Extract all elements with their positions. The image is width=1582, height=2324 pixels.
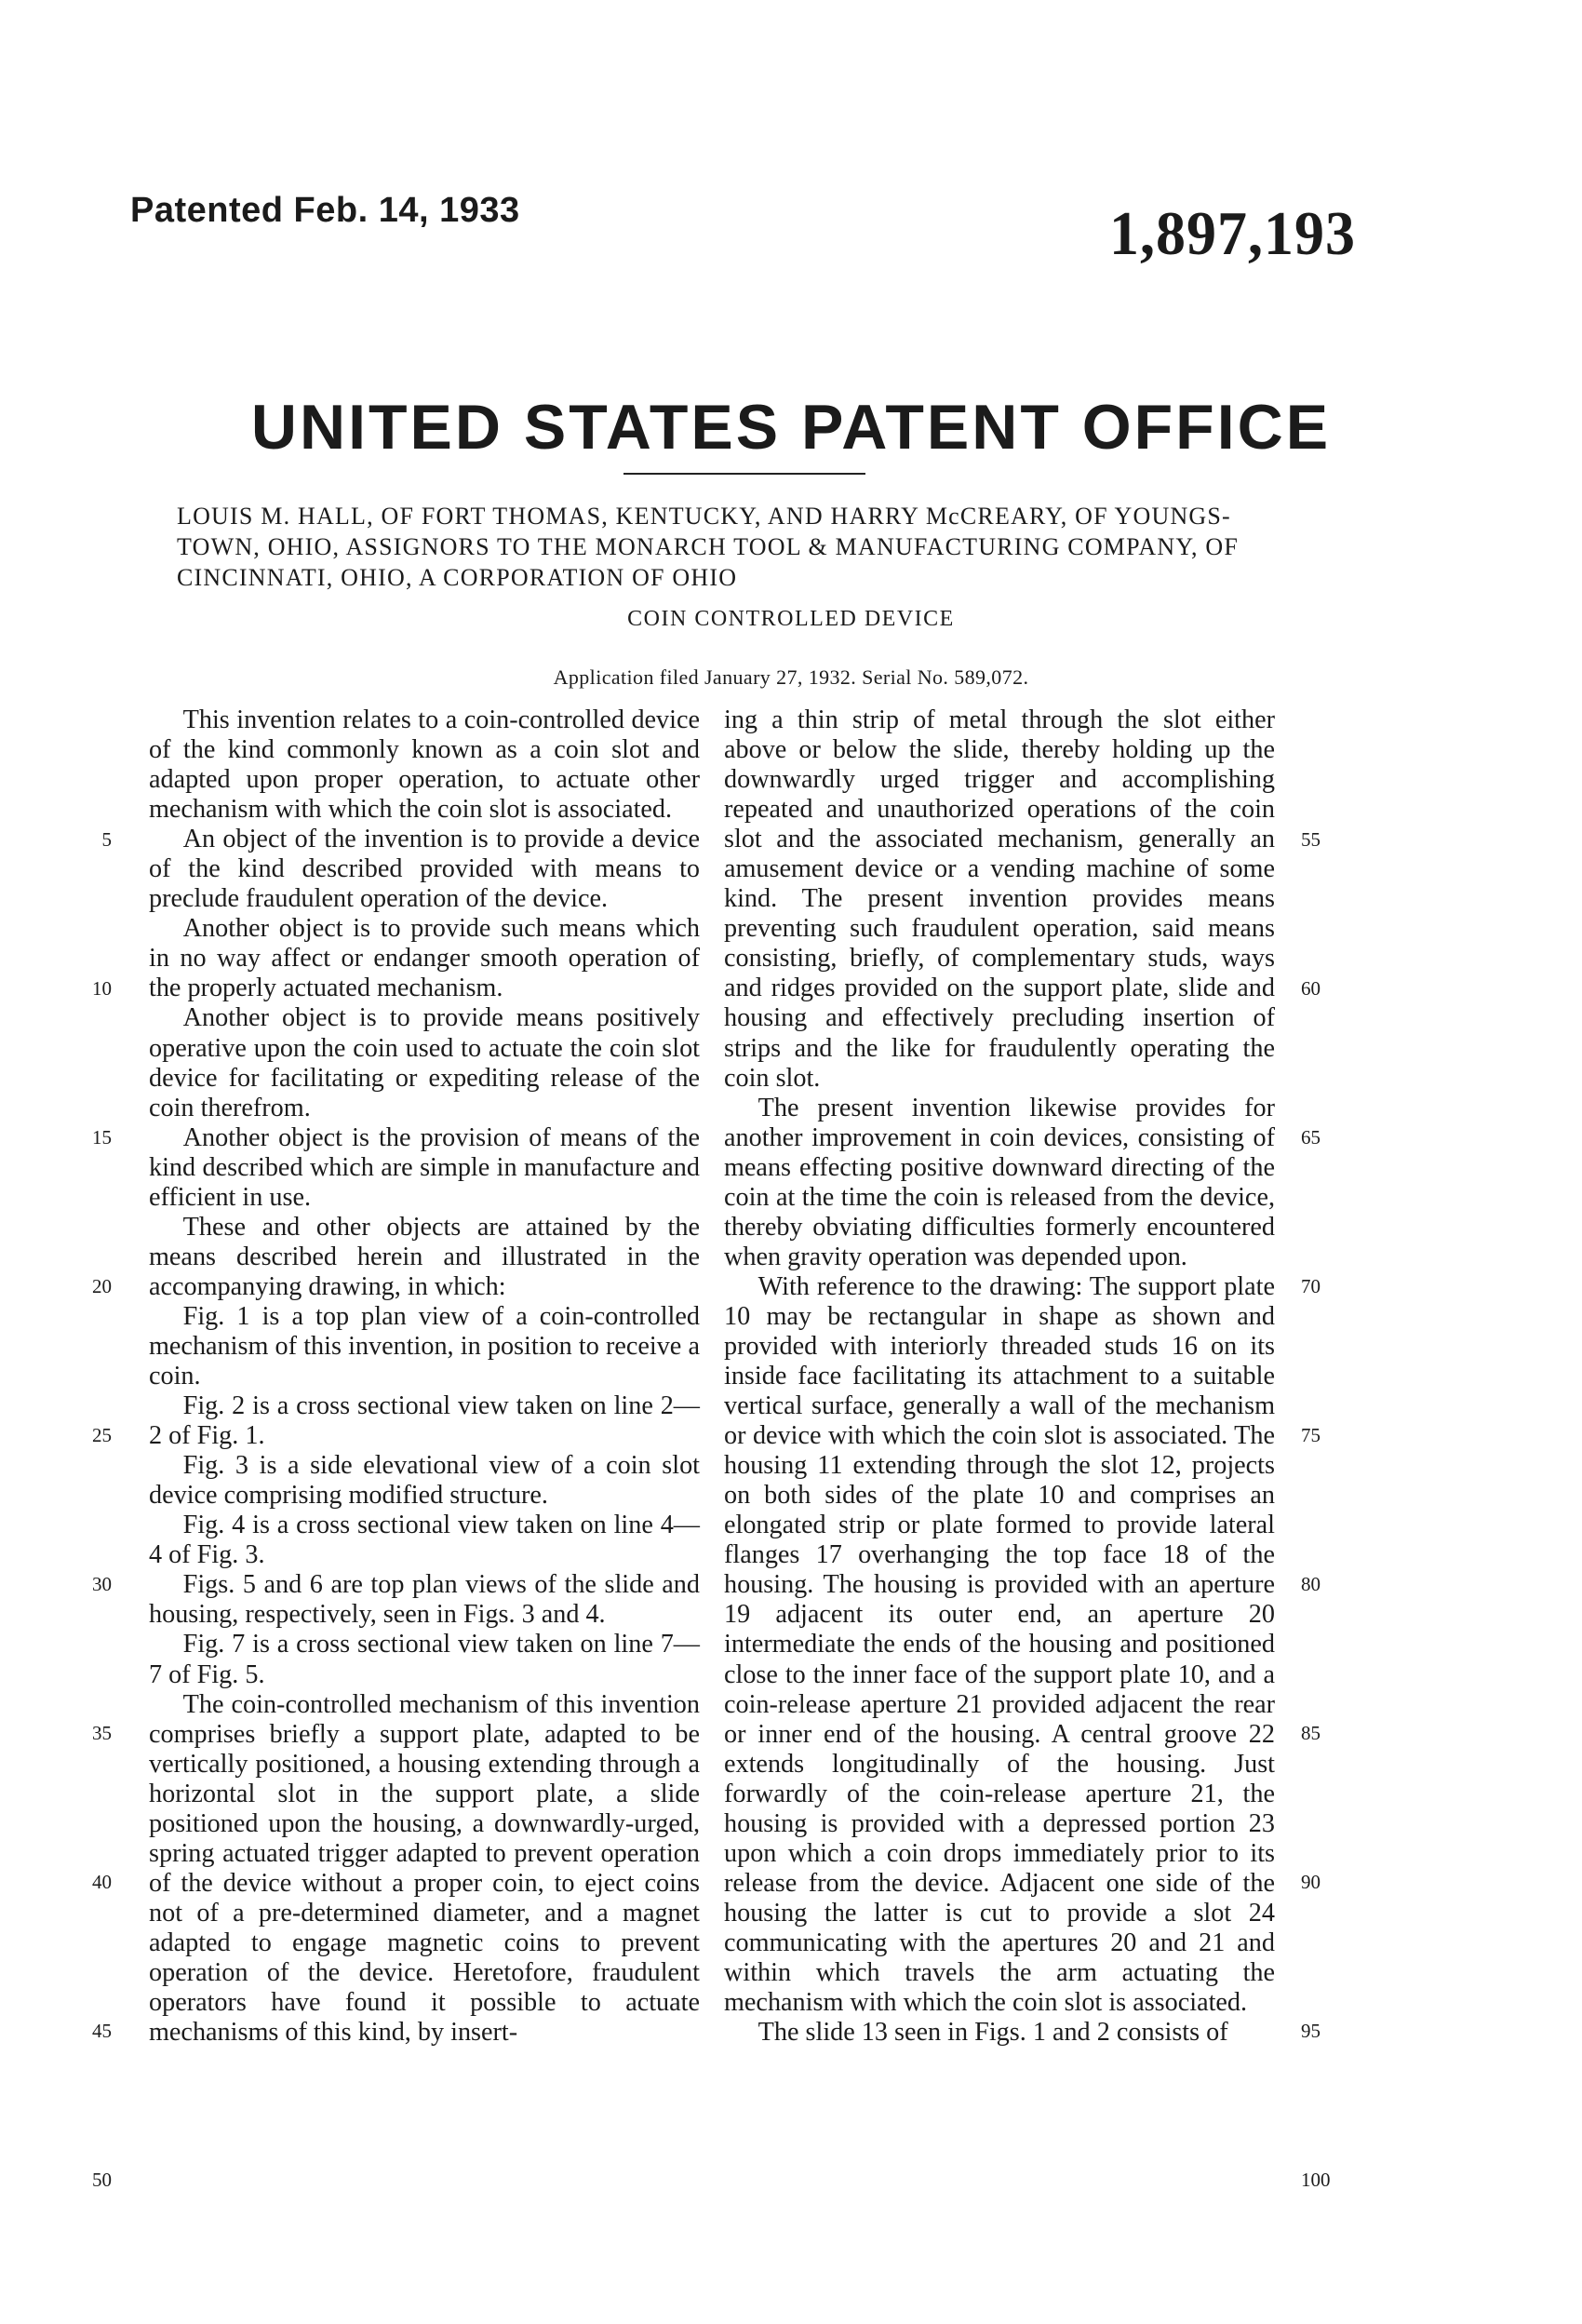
line-number: 10: [92, 977, 112, 1000]
line-number: 35: [92, 1722, 112, 1744]
heading-rule: [623, 473, 865, 475]
paragraph: With reference to the drawing: The support plate 10 may be rectangular in shape as shown and provided with interiorly threaded studs 16 on its inside face facilitating its attachment to a suitable vertical surface, generally a wall of the mechanism or device with which the coin slot is associated. The housing 11 extending through the slot 12, projects on both sides of the plate 10 and comprises an elongated strip or plate formed to provide lateral flanges 17 overhanging the top face 18 of the housing. The housing is provided with an aperture 19 adjacent its outer end, an aperture 20 intermediate the ends of the housing and positioned close to the inner face of the support plate 10, and a coin-release aperture 21 provided adjacent the rear or inner end of the housing. A central groove 22 extends longitudinally of the housing. Just forwardly of the coin-release aperture 21, the housing is provided with a depressed portion 23 upon which a coin drops immediately prior to its release from the device. Adjacent one side of the housing the latter is cut to provide a slot 24 communicating with the apertures 20 and 21 and within which travels the arm actuating the mechanism with which the coin slot is associated.: [724, 1271, 1275, 2018]
line-number: 5: [101, 828, 112, 851]
line-number: 80: [1301, 1573, 1321, 1595]
paragraph: Fig. 7 is a cross sectional view taken on line 7—7 of Fig. 5.: [149, 1630, 700, 1689]
invention-title: COIN CONTROLLED DEVICE: [627, 607, 955, 631]
paragraph: These and other objects are attained by the means described herein and illustrated in the accompanying drawing, in which:: [149, 1212, 700, 1301]
line-number: 30: [92, 1573, 112, 1595]
paragraph: Another object is the provision of means of the kind described which are simple in manufacture and efficient in use.: [149, 1122, 700, 1212]
paragraph: Figs. 5 and 6 are top plan views of the slide and housing, respectively, seen in Figs. 3 and 4.: [149, 1570, 700, 1630]
inventors-line-2: TOWN, OHIO, ASSIGNORS TO THE MONARCH TOOL & MANUFACTURING COMPANY, OF: [177, 533, 1240, 560]
line-number: 60: [1301, 977, 1321, 1000]
line-number: 45: [92, 2020, 112, 2042]
inventors-line-1: LOUIS M. HALL, OF FORT THOMAS, KENTUCKY, AND HARRY McCREARY, OF YOUNGS-: [177, 503, 1231, 530]
paragraph: The present invention likewise provides for another improvement in coin devices, consisting of means effecting positive downward directing of the coin at the time the coin is released from the device, thereby obviating difficulties formerly encountered when gravity operation was depended upon.: [724, 1093, 1275, 1271]
line-number: 20: [92, 1275, 112, 1297]
line-number: 90: [1301, 1871, 1321, 1893]
paragraph: ing a thin strip of metal through the slot either above or below the slide, thereby holding up the downwardly urged trigger and accomplishing repeated and unauthorized operations of the coin slot and the associated mechanism, generally an amusement device or a vending machine of some kind. The present invention provides means preventing such fraudulent operation, said means consisting, briefly, of complementary studs, ways and ridges provided on the support plate, slide and housing and effectively precluding insertion of strips and the like for fraudulently operating the coin slot.: [724, 705, 1275, 1093]
line-number: 40: [92, 1871, 112, 1893]
paragraph: Fig. 4 is a cross sectional view taken on line 4—4 of Fig. 3.: [149, 1511, 700, 1570]
paragraph: Fig. 1 is a top plan view of a coin-controlled mechanism of this invention, in position to receive a coin.: [149, 1301, 700, 1391]
inventors-line-3: CINCINNATI, OHIO, A CORPORATION OF OHIO: [177, 564, 738, 591]
line-number: 95: [1301, 2020, 1321, 2042]
paragraph: An object of the invention is to provide a device of the kind described provided with means to preclude fraudulent operation of the device.: [149, 825, 700, 914]
line-number: 75: [1301, 1424, 1321, 1446]
paragraph: The slide 13 seen in Figs. 1 and 2 consists of: [757, 2018, 1228, 2048]
paragraph: This invention relates to a coin-controlled device of the kind commonly known as a coin slot and adapted upon proper operation, to actuate other mechanism with which the coin slot is associated.: [149, 705, 700, 825]
paragraph: The coin-controlled mechanism of this invention comprises briefly a support plate, adapted to be vertically positioned, a housing extending through a horizontal slot in the support plate, a slide positioned upon the housing, a downwardly-urged, spring actuated trigger adapted to prevent operation of the device without a proper coin, to eject coins not of a pre-determined diameter, and a magnet adapted to engage magnetic coins to prevent operation of the device. Heretofore, fraudulent operators have found it possible to actuate mechanisms of this kind, by insert-: [149, 1689, 700, 2048]
line-number: 55: [1301, 828, 1321, 851]
paragraph: Fig. 3 is a side elevational view of a coin slot device comprising modified structure.: [149, 1451, 700, 1511]
office-heading: UNITED STATES PATENT OFFICE: [250, 392, 1332, 463]
line-number: 85: [1301, 1722, 1321, 1744]
line-number: 25: [92, 1424, 112, 1446]
paragraph: Another object is to provide such means which in no way affect or endanger smooth operation of the properly actuated mechanism.: [149, 914, 700, 1003]
application-info: Application filed January 27, 1932. Serial No. 589,072.: [553, 665, 1029, 689]
line-number: 100: [1301, 2169, 1331, 2191]
left-column: [149, 705, 700, 2048]
right-column: [724, 705, 1275, 2048]
patent-number: 1,897,193: [1109, 198, 1356, 268]
paragraph: Another object is to provide means positively operative upon the coin used to actuate the coin slot device for facilitating or expediting release of the coin therefrom.: [149, 1003, 700, 1122]
line-number: 15: [92, 1126, 112, 1149]
line-number: 65: [1301, 1126, 1321, 1149]
paragraph: Fig. 2 is a cross sectional view taken on line 2—2 of Fig. 1.: [149, 1391, 700, 1451]
line-number: 50: [92, 2169, 112, 2191]
patented-date: Patented Feb. 14, 1933: [130, 191, 520, 230]
line-number: 70: [1301, 1275, 1321, 1297]
